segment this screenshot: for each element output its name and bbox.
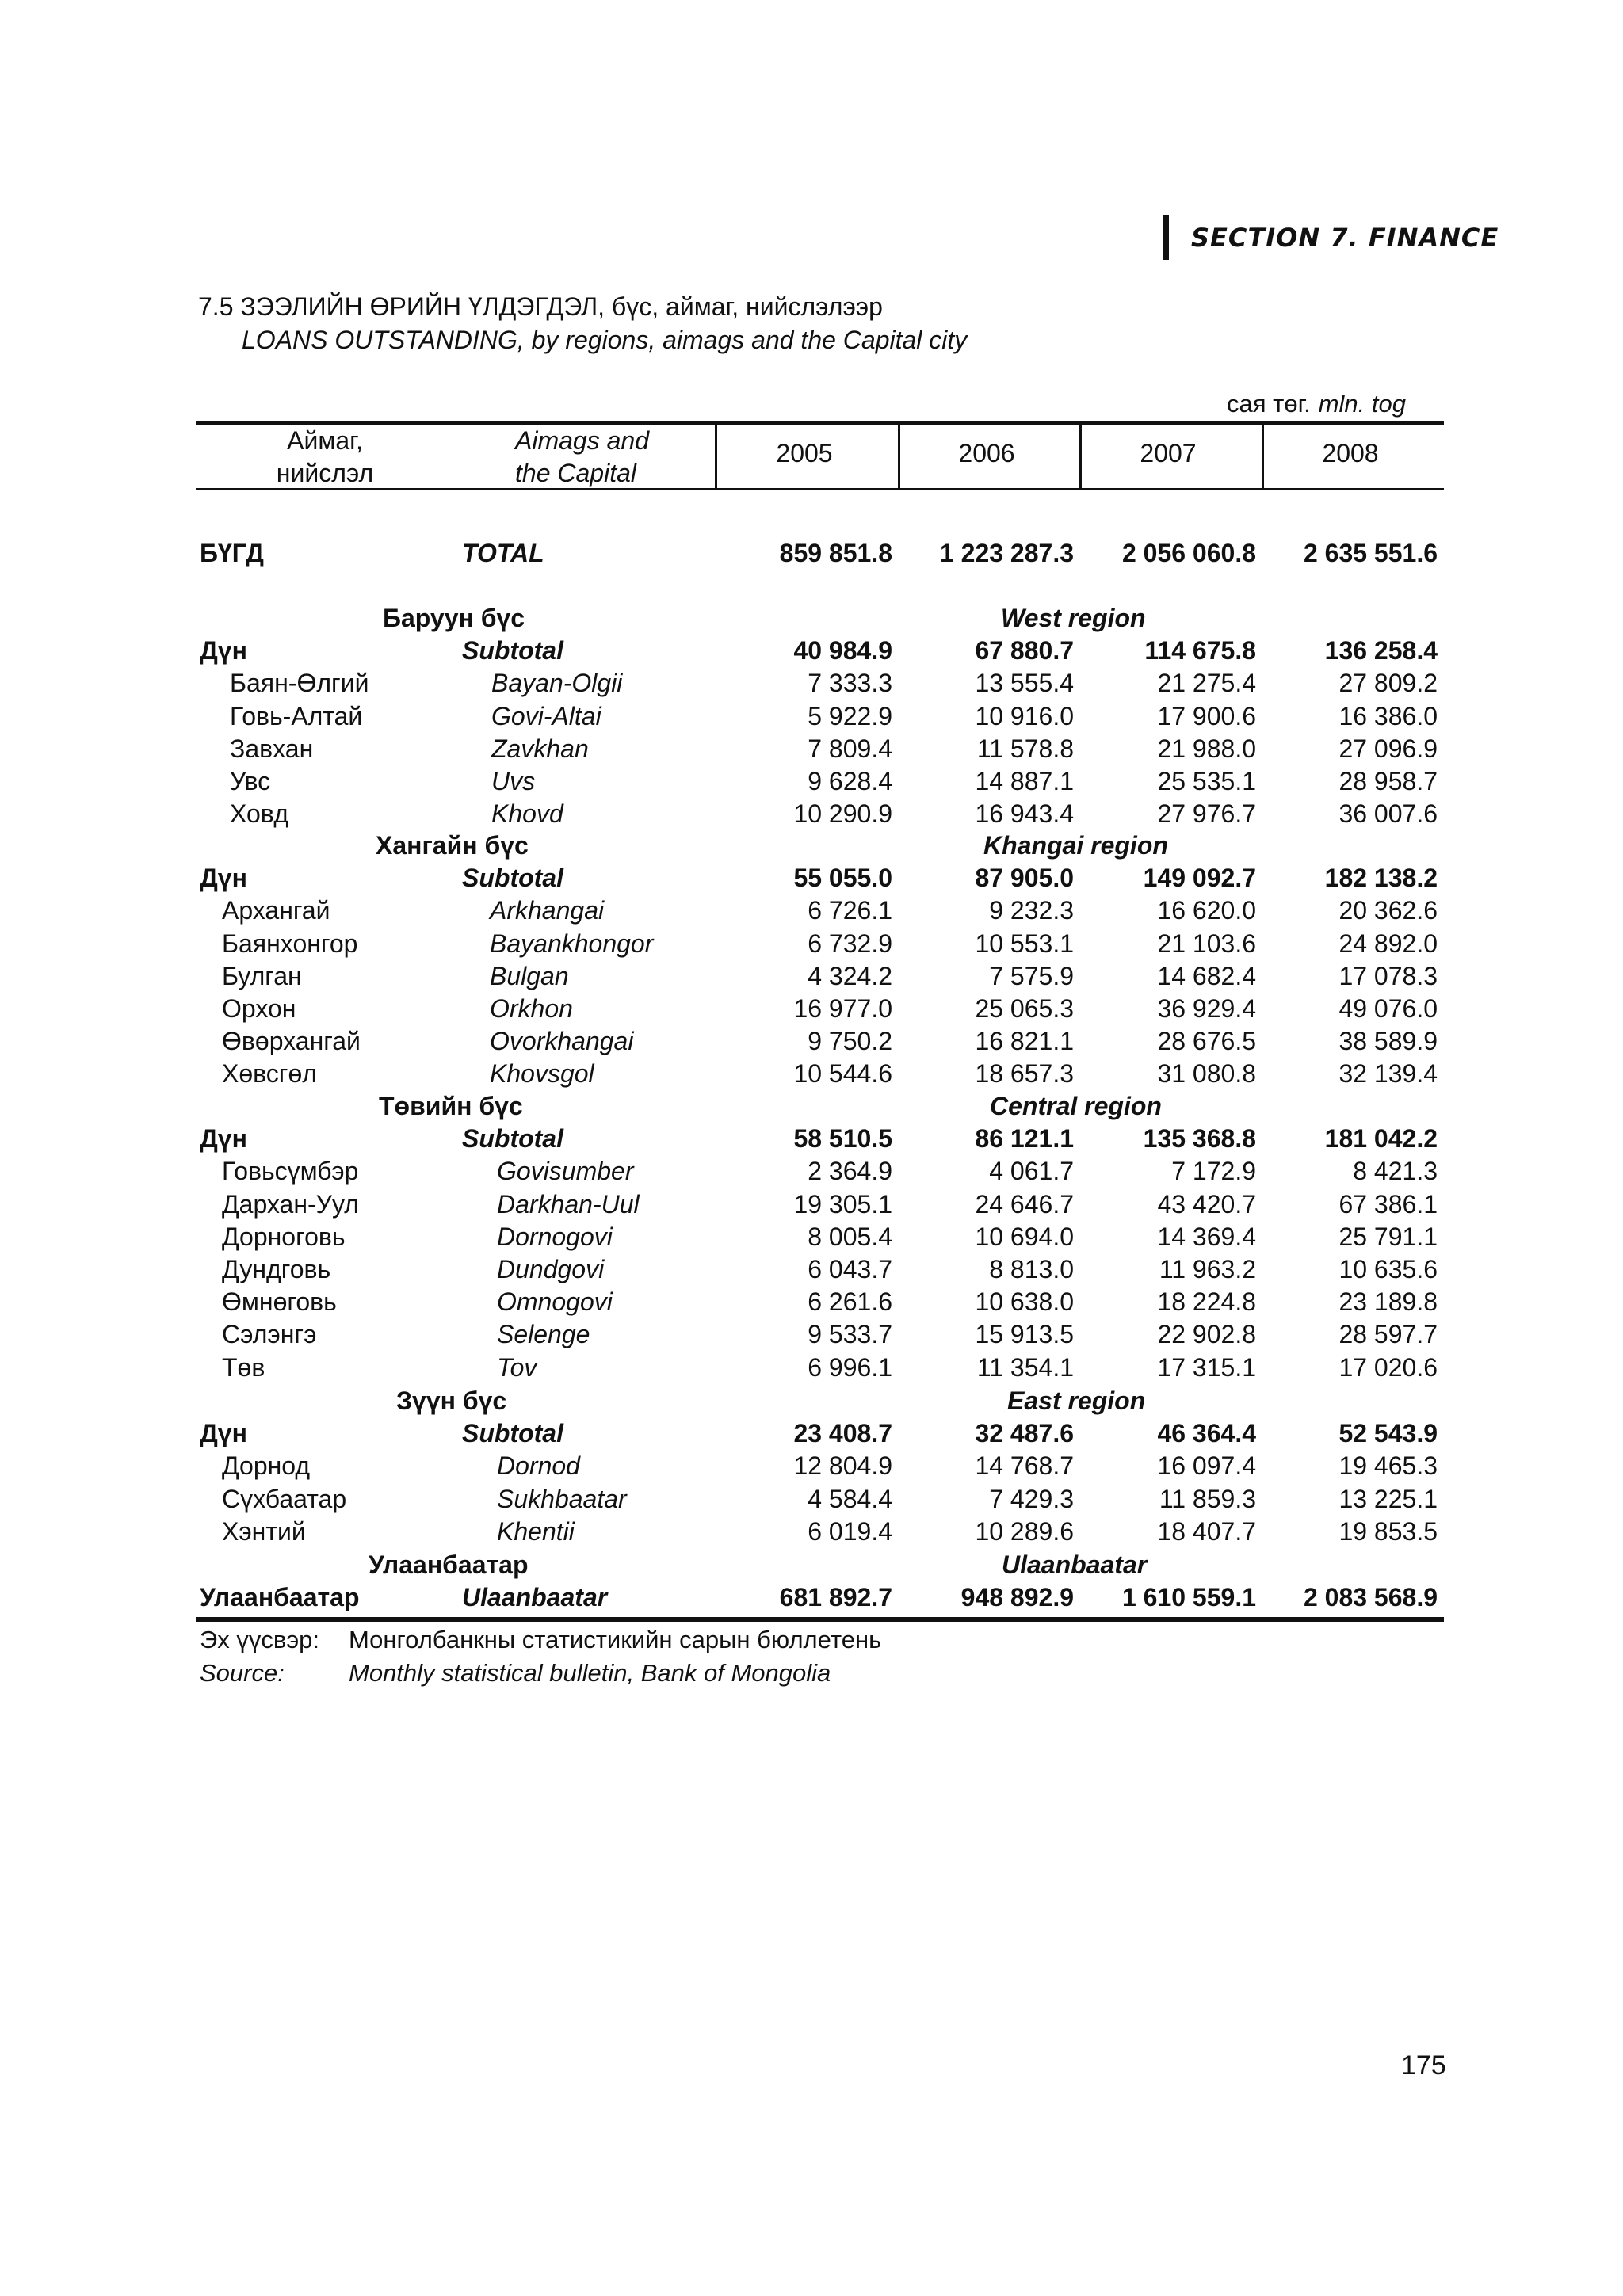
- row-label-en: Dornod: [497, 1451, 580, 1481]
- unit-mn: сая төг.: [1227, 390, 1311, 418]
- cell-value: 17 020.6: [1338, 1352, 1438, 1382]
- region-header-row: [0, 602, 1623, 635]
- row-label-mn: Говьсүмбэр: [222, 1157, 359, 1186]
- cell-value: 55 055.0: [793, 864, 892, 893]
- table-row: [0, 1318, 1623, 1351]
- row-label-en: Govisumber: [497, 1157, 634, 1186]
- cell-value: 15 913.5: [975, 1320, 1074, 1349]
- cell-value: 18 224.8: [1157, 1287, 1256, 1317]
- section-header: [1163, 212, 1499, 263]
- cell-value: 28 958.7: [1338, 767, 1438, 795]
- cell-value: 6 019.4: [808, 1516, 892, 1546]
- cell-value: 36 007.6: [1338, 799, 1438, 829]
- row-label-mn: Хөвсгөл: [222, 1059, 317, 1089]
- row-label-mn: Сүхбаатар: [222, 1484, 347, 1513]
- region-header-row: [0, 1549, 1623, 1581]
- region-name-en: Khangai region: [983, 831, 1168, 860]
- subtotal-row: [0, 1417, 1623, 1450]
- unit-en: mln. tog: [1318, 390, 1406, 418]
- cell-value: 9 232.3: [989, 896, 1074, 925]
- row-label-mn: Орхон: [222, 994, 296, 1023]
- cell-value: 16 386.0: [1338, 701, 1438, 730]
- table-title-en: LOANS OUTSTANDING, by regions, aimags and the Capital city: [242, 326, 968, 354]
- region-name-en: Ulaanbaatar: [1002, 1550, 1148, 1579]
- row-label-mn: Баян-Өлгий: [230, 669, 369, 698]
- cell-value: 181 042.2: [1324, 1124, 1438, 1154]
- table-row: [0, 733, 1623, 765]
- cell-value: 4 324.2: [808, 961, 892, 990]
- cell-value: 16 943.4: [975, 799, 1074, 829]
- cell-value: 23 189.8: [1338, 1287, 1438, 1317]
- cell-value: 149 092.7: [1143, 864, 1256, 893]
- section-bar: [1163, 215, 1169, 260]
- region-name-en: West region: [1001, 604, 1146, 632]
- row-label-mn: Говь-Алтай: [230, 701, 363, 730]
- cell-value: 136 258.4: [1324, 636, 1438, 666]
- row-label-mn: Өмнөговь: [222, 1287, 337, 1317]
- cell-value: 6 261.6: [808, 1287, 892, 1317]
- section-title: SECTION 7. FINANCE: [1191, 223, 1499, 253]
- row-label-mn: Завхан: [230, 734, 314, 763]
- cell-value: 17 078.3: [1338, 961, 1438, 990]
- cell-value: 13 225.1: [1338, 1484, 1438, 1513]
- cell-value: 2 083 568.9: [1303, 1583, 1438, 1612]
- cell-value: 182 138.2: [1324, 864, 1438, 893]
- cell-value: 10 916.0: [975, 701, 1074, 730]
- row-label-mn: Ховд: [230, 799, 289, 829]
- header-year-2008: 2008: [1322, 439, 1379, 467]
- cell-value: 7 809.4: [808, 734, 892, 763]
- region-header-row: [0, 1090, 1623, 1123]
- cell-value: 18 407.7: [1157, 1516, 1256, 1546]
- row-label-en: Orkhon: [490, 994, 573, 1023]
- cell-value: 31 080.8: [1157, 1059, 1256, 1089]
- row-label-en: Zavkhan: [491, 734, 589, 763]
- row-label-en: Darkhan-Uul: [497, 1189, 640, 1219]
- cell-value: 49 076.0: [1338, 994, 1438, 1023]
- table-row: [0, 765, 1623, 798]
- cell-value: 14 768.7: [975, 1451, 1074, 1481]
- region-name-mn: Хангайн бүс: [376, 831, 529, 860]
- header-aimag-en: [491, 425, 705, 490]
- cell-value: 8 421.3: [1353, 1157, 1438, 1186]
- header-text: Аймаг,: [287, 426, 363, 455]
- page-number: 175: [1401, 2050, 1446, 2081]
- region-header-row: [0, 1385, 1623, 1417]
- header-aimag-mn: [246, 425, 404, 490]
- row-label-mn: Дүн: [200, 864, 247, 893]
- cell-value: 21 988.0: [1157, 734, 1256, 763]
- cell-value: 25 065.3: [975, 994, 1074, 1023]
- cell-value: 10 638.0: [975, 1287, 1074, 1317]
- region-name-mn: Улаанбаатар: [369, 1550, 529, 1579]
- source-text-en: Monthly statistical bulletin, Bank of Mongolia: [349, 1659, 831, 1687]
- row-label-mn: Өвөрхангай: [222, 1027, 361, 1056]
- table-row: [0, 1450, 1623, 1482]
- cell-value: 21 103.6: [1157, 929, 1256, 958]
- cell-value: 7 333.3: [808, 669, 892, 698]
- cell-value: 10 544.6: [793, 1059, 892, 1089]
- cell-value: 14 887.1: [975, 767, 1074, 795]
- table-row: [0, 1253, 1623, 1286]
- cell-value: 28 597.7: [1338, 1320, 1438, 1349]
- subtotal-row: [0, 1123, 1623, 1155]
- cell-value: 681 892.7: [779, 1583, 892, 1612]
- cell-value: 2 056 060.8: [1121, 539, 1256, 567]
- header-text: Aimags and: [515, 426, 649, 455]
- table-row: [0, 1352, 1623, 1384]
- table-row: [0, 700, 1623, 733]
- table-row: [0, 1286, 1623, 1318]
- cell-value: 11 354.1: [976, 1352, 1074, 1382]
- header-year-2007: 2007: [1140, 439, 1197, 467]
- row-label-en: Bayan-Olgii: [491, 669, 623, 698]
- header-year-2006: 2006: [958, 439, 1015, 467]
- table-row: [0, 894, 1623, 927]
- table-row: [0, 1155, 1623, 1188]
- row-label-en: Ulaanbaatar: [462, 1583, 608, 1612]
- cell-value: 43 420.7: [1157, 1189, 1256, 1219]
- cell-value: 21 275.4: [1157, 669, 1256, 698]
- cell-value: 10 635.6: [1338, 1255, 1438, 1283]
- table-row: [0, 993, 1623, 1025]
- cell-value: 28 676.5: [1157, 1027, 1256, 1056]
- row-label-en: Bulgan: [490, 961, 569, 990]
- source-label-mn: Эх үүсвэр:: [200, 1626, 320, 1653]
- table-row: [0, 1483, 1623, 1516]
- cell-value: 38 589.9: [1338, 1027, 1438, 1056]
- row-label-en: Omnogovi: [497, 1287, 613, 1317]
- table-row: [0, 667, 1623, 700]
- cell-value: 2 635 551.6: [1303, 539, 1438, 567]
- region-header-row: [0, 830, 1623, 862]
- cell-value: 40 984.9: [793, 636, 892, 666]
- row-label-mn: Улаанбаатар: [200, 1583, 360, 1612]
- row-label-mn: Дархан-Уул: [222, 1189, 359, 1219]
- region-name-en: Central region: [990, 1092, 1162, 1120]
- cell-value: 19 853.5: [1338, 1516, 1438, 1546]
- region-name-mn: Зүүн бүс: [396, 1386, 507, 1415]
- header-year-2005: 2005: [776, 439, 833, 467]
- cell-value: 16 097.4: [1157, 1451, 1256, 1481]
- cell-value: 52 543.9: [1338, 1419, 1438, 1448]
- cell-value: 11 859.3: [1159, 1484, 1256, 1513]
- row-label-mn: Дорноговь: [222, 1222, 346, 1251]
- row-label-mn: БҮГД: [200, 539, 264, 567]
- region-name-mn: Төвийн бүс: [379, 1092, 523, 1120]
- row-label-en: Dornogovi: [497, 1222, 613, 1251]
- cell-value: 10 553.1: [975, 929, 1074, 958]
- cell-value: 12 804.9: [793, 1451, 892, 1481]
- row-label-mn: Дорнод: [222, 1451, 311, 1481]
- cell-value: 10 290.9: [793, 799, 892, 829]
- row-label-mn: Дундговь: [222, 1255, 331, 1283]
- region-name-en: East region: [1007, 1386, 1146, 1415]
- cell-value: 1 610 559.1: [1121, 1583, 1256, 1612]
- cell-value: 10 289.6: [975, 1516, 1074, 1546]
- row-label-en: Khovd: [491, 799, 563, 829]
- cell-value: 19 465.3: [1338, 1451, 1438, 1481]
- cell-value: 8 813.0: [989, 1255, 1074, 1283]
- source-label-en: Source:: [200, 1659, 285, 1687]
- cell-value: 16 977.0: [793, 994, 892, 1023]
- row-label-mn: Увс: [230, 767, 271, 795]
- row-label-en: TOTAL: [462, 539, 544, 567]
- cell-value: 23 408.7: [793, 1419, 892, 1448]
- row-label-en: Tov: [497, 1352, 537, 1382]
- cell-value: 19 305.1: [793, 1189, 892, 1219]
- cell-value: 67 386.1: [1338, 1189, 1438, 1219]
- row-label-mn: Дүн: [200, 1124, 247, 1154]
- row-label-en: Uvs: [491, 767, 536, 795]
- cell-value: 36 929.4: [1157, 994, 1256, 1023]
- cell-value: 16 620.0: [1157, 896, 1256, 925]
- cell-value: 58 510.5: [793, 1124, 892, 1154]
- total-row: [0, 537, 1623, 570]
- table-row: [0, 928, 1623, 960]
- cell-value: 24 892.0: [1338, 929, 1438, 958]
- cell-value: 32 487.6: [975, 1419, 1074, 1448]
- cell-value: 948 892.9: [960, 1583, 1074, 1612]
- cell-value: 32 139.4: [1338, 1059, 1438, 1089]
- cell-value: 7 575.9: [989, 961, 1074, 990]
- cell-value: 27 809.2: [1338, 669, 1438, 698]
- cell-value: 27 976.7: [1157, 799, 1256, 829]
- table-row: [0, 1058, 1623, 1090]
- cell-value: 67 880.7: [975, 636, 1074, 666]
- row-label-mn: Дүн: [200, 636, 247, 666]
- cell-value: 6 732.9: [808, 929, 892, 958]
- table-row: [0, 960, 1623, 993]
- row-label-en: Selenge: [497, 1320, 590, 1349]
- cell-value: 86 121.1: [975, 1124, 1074, 1154]
- table-bottom-rule: [196, 1617, 1444, 1622]
- row-label-en: Ovorkhangai: [490, 1027, 634, 1056]
- subtotal-row: [0, 635, 1623, 667]
- header-text: нийслэл: [276, 459, 374, 487]
- cell-value: 2 364.9: [808, 1157, 892, 1186]
- cell-value: 4 061.7: [989, 1157, 1074, 1186]
- row-label-en: Govi-Altai: [491, 701, 601, 730]
- cell-value: 24 646.7: [975, 1189, 1074, 1219]
- subtotal-row: [0, 862, 1623, 894]
- cell-value: 135 368.8: [1143, 1124, 1256, 1154]
- cell-value: 5 922.9: [808, 701, 892, 730]
- cell-value: 11 578.8: [976, 734, 1074, 763]
- cell-value: 9 750.2: [808, 1027, 892, 1056]
- cell-value: 22 902.8: [1157, 1320, 1256, 1349]
- cell-value: 8 005.4: [808, 1222, 892, 1251]
- region-name-mn: Баруун бүс: [383, 604, 525, 632]
- cell-value: 20 362.6: [1338, 896, 1438, 925]
- cell-value: 87 905.0: [975, 864, 1074, 893]
- cell-value: 6 043.7: [808, 1255, 892, 1283]
- row-label-en: Subtotal: [462, 864, 563, 893]
- table-title-mn: 7.5 ЗЭЭЛИЙН ӨРИЙН ҮЛДЭГДЭЛ, бүс, аймаг, нийслэлээр: [198, 292, 883, 321]
- cell-value: 46 364.4: [1157, 1419, 1256, 1448]
- row-label-mn: Дүн: [200, 1419, 247, 1448]
- row-label-mn: Архангай: [222, 896, 330, 925]
- cell-value: 9 628.4: [808, 767, 892, 795]
- row-label-mn: Баянхонгор: [222, 929, 358, 958]
- cell-value: 13 555.4: [975, 669, 1074, 698]
- cell-value: 7 172.9: [1171, 1157, 1256, 1186]
- cell-value: 17 900.6: [1157, 701, 1256, 730]
- table-row: [0, 1025, 1623, 1058]
- row-label-en: Khovsgol: [490, 1059, 594, 1089]
- row-label-en: Arkhangai: [490, 896, 605, 925]
- row-label-en: Subtotal: [462, 1124, 563, 1154]
- cell-value: 7 429.3: [989, 1484, 1074, 1513]
- cell-value: 6 726.1: [808, 896, 892, 925]
- cell-value: 14 369.4: [1157, 1222, 1256, 1251]
- cell-value: 25 791.1: [1338, 1222, 1438, 1251]
- cell-value: 14 682.4: [1157, 961, 1256, 990]
- cell-value: 1 223 287.3: [939, 539, 1074, 567]
- row-label-mn: Булган: [222, 961, 302, 990]
- table-row: [0, 1188, 1623, 1221]
- source-text-mn: Монголбанкны статистикийн сарын бюллетень: [349, 1626, 882, 1653]
- row-label-en: Subtotal: [462, 1419, 563, 1448]
- cell-value: 9 533.7: [808, 1320, 892, 1349]
- row-label-en: Subtotal: [462, 636, 563, 666]
- row-label-en: Khentii: [497, 1516, 575, 1546]
- row-label-en: Bayankhongor: [490, 929, 654, 958]
- cell-value: 6 996.1: [808, 1352, 892, 1382]
- table-row: [0, 1221, 1623, 1253]
- cell-value: 18 657.3: [975, 1059, 1074, 1089]
- unit-label: [1227, 390, 1406, 418]
- row-label-mn: Хэнтий: [222, 1516, 306, 1546]
- row-label-mn: Төв: [222, 1352, 265, 1382]
- cell-value: 16 821.1: [975, 1027, 1074, 1056]
- subtotal-row: [0, 1581, 1623, 1614]
- row-label-en: Sukhbaatar: [497, 1484, 627, 1513]
- cell-value: 27 096.9: [1338, 734, 1438, 763]
- header-text: the Capital: [515, 459, 636, 487]
- cell-value: 10 694.0: [975, 1222, 1074, 1251]
- row-label-mn: Сэлэнгэ: [222, 1320, 317, 1349]
- cell-value: 859 851.8: [779, 539, 892, 567]
- cell-value: 114 675.8: [1144, 636, 1256, 666]
- cell-value: 17 315.1: [1157, 1352, 1256, 1382]
- cell-value: 4 584.4: [808, 1484, 892, 1513]
- cell-value: 11 963.2: [1159, 1255, 1256, 1283]
- table-row: [0, 1516, 1623, 1548]
- table-row: [0, 798, 1623, 830]
- row-label-en: Dundgovi: [497, 1255, 605, 1283]
- cell-value: 25 535.1: [1157, 767, 1256, 795]
